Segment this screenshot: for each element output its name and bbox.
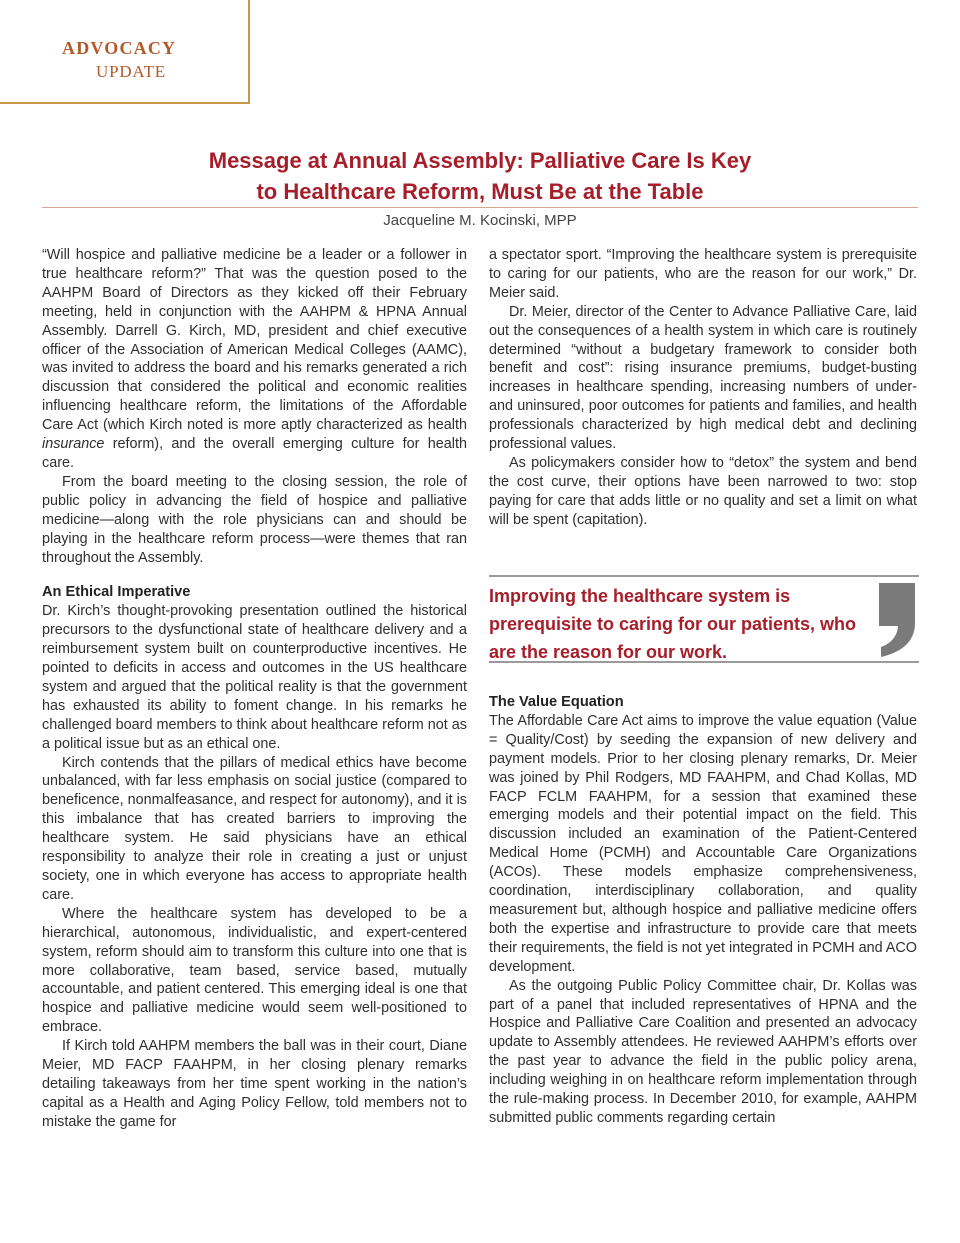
article-title-line-1: Message at Annual Assembly: Palliative Care Is Key — [208, 148, 752, 173]
left-column — [42, 246, 467, 1132]
author-byline: Jacqueline M. Kocinski, MPP — [383, 212, 577, 229]
paragraph: The Affordable Care Act aims to improve the value equation (Value = Quality/Cost) by seeding the expansion of new delivery and payment models. Prior to her closing plenary remarks, Dr. Meier was joined by Phil Rodgers, MD FAAHPM, and Chad Kollas, MD FACP FCLM FAAHPM, for a session that examined these emerging models and their potential impact on the field. This discussion included an examination of the Patient-Centered Medical Home (PCMH) and Accountable Care Organizations (ACOs). These models emphasize comprehensiveness, coordination, interdisciplinary collaboration, and quality measurement but, although hospice and palliative medicine offers both the expertise and infrastructure to provide care that meets their requirements, the field is not yet integrated in PCMH and ACO development. — [489, 712, 917, 975]
section-heading-value-equation: The Value Equation — [489, 694, 624, 710]
paragraph: As policymakers consider how to “detox” the system and bend the cost curve, their options have been narrowed to two: stop paying for care that adds little or no quality and set a limit on what will be spent (capitation). — [489, 454, 917, 528]
emphasis-insurance: insurance — [42, 436, 105, 453]
article-title-line-2: to Healthcare Reform, Must Be at the Table — [256, 179, 704, 204]
section-heading-ethical-imperative: An Ethical Imperative — [42, 584, 191, 601]
paragraph: As the outgoing Public Policy Committee chair, Dr. Kollas was part of a panel that included representatives of HPNA and the Hospice and Palliative Care Coalition and presented an advocacy update to Assembly attendees. He reviewed AAHPM’s efforts over the past year to advance the field in the public policy arena, including weighing in on healthcare reform implementation through the rule-making process. In December 2010, for example, AAHPM submitted public comments regarding certain — [489, 977, 917, 1126]
paragraph: From the board meeting to the closing session, the role of public policy in advancing the field of hospice and palliative medicine—along with the role physicians can and should be playing in the healthcare reform process—were themes that ran throughout the Assembly. — [42, 473, 467, 566]
section-label-advocacy: ADVOCACY — [62, 38, 177, 58]
pull-quote-text: Improving the healthcare system is prerequisite to caring for our patients, who are the reason for our work. — [489, 586, 857, 662]
paragraph: “Will hospice and palliative medicine be a leader or a follower in true healthcare reform?” That was the question posed to the AAHPM Board of Directors as they kicked off their February meeting, held in conjunction with the AAHPM & HPNA Annual Assembly. Darrell G. Kirch, MD, president and chief executive officer of the Association of American Medical Colleges (AAMC), was invited to address the board and his remarks generated a rich discussion that considered the political and economic realities influencing healthcare reform, the limitations of the Affordable Care Act (which Kirch noted is more aptly characterized as health insurance reform), and the overall emerging culture for health care. — [42, 247, 467, 471]
section-label-update: UPDATE — [96, 62, 166, 81]
title-divider — [42, 207, 918, 208]
paragraph: Kirch contends that the pillars of medical ethics have become unbalanced, with far less emphasis on social justice (compared to beneficence, nonmalfeasance, and respect for autonomy), and it is this imbalance that has created barriers to improving the healthcare system. He said physicians have an ethical responsibility to analyze their role in creating a just or unjust society, one in which everyone has access to appropriate health care. — [42, 754, 467, 903]
section-label-box — [0, 0, 250, 104]
right-column-bottom — [489, 693, 917, 1128]
pull-quote — [489, 575, 919, 663]
right-column-top — [489, 246, 917, 530]
paragraph: Dr. Kirch’s thought-provoking presentation outlined the historical precursors to the dysfunctional state of healthcare delivery and a reimbursement system built on counterproductive incentives. He pointed to deficits in access and outcomes in the US healthcare system and argued that the political reality is that the government has exhausted its ability to foment change. In his remarks he challenged board members to think about healthcare reform not as a political issue but as an ethical one. — [42, 603, 467, 752]
paragraph: If Kirch told AAHPM members the ball was in their court, Diane Meier, MD FACP FAAHPM, in her closing plenary remarks detailing takeaways from her time spent working in the nation’s capital as a Health and Aging Policy Fellow, told members not to mistake the game for — [42, 1038, 467, 1130]
paragraph: Where the healthcare system has developed to be a hierarchical, autonomous, individualistic, and expert-centered system, reform should aim to transform this culture into one that is more collaborative, team based, service based, mutually accountable, and patient centered. This emerging ideal is one that hospice and palliative medicine would seem well-positioned to embrace. — [42, 905, 467, 1036]
paragraph: a spectator sport. “Improving the healthcare system is prerequisite to caring for our patients, who are the reason for our work,” Dr. Meier said. — [489, 247, 917, 301]
closing-quote-icon — [875, 571, 919, 661]
paragraph: Dr. Meier, director of the Center to Advance Palliative Care, laid out the consequences of a health system in which care is routinely determined “without a budgetary framework to consider both benefit and cost”: rising insurance premiums, budget-busting increases in healthcare spending, increasing numbers of under- and uninsured, poor outcomes for patients and families, and health professionals characterized by high medical debt and declining professional values. — [489, 303, 917, 453]
article-title — [42, 145, 918, 207]
